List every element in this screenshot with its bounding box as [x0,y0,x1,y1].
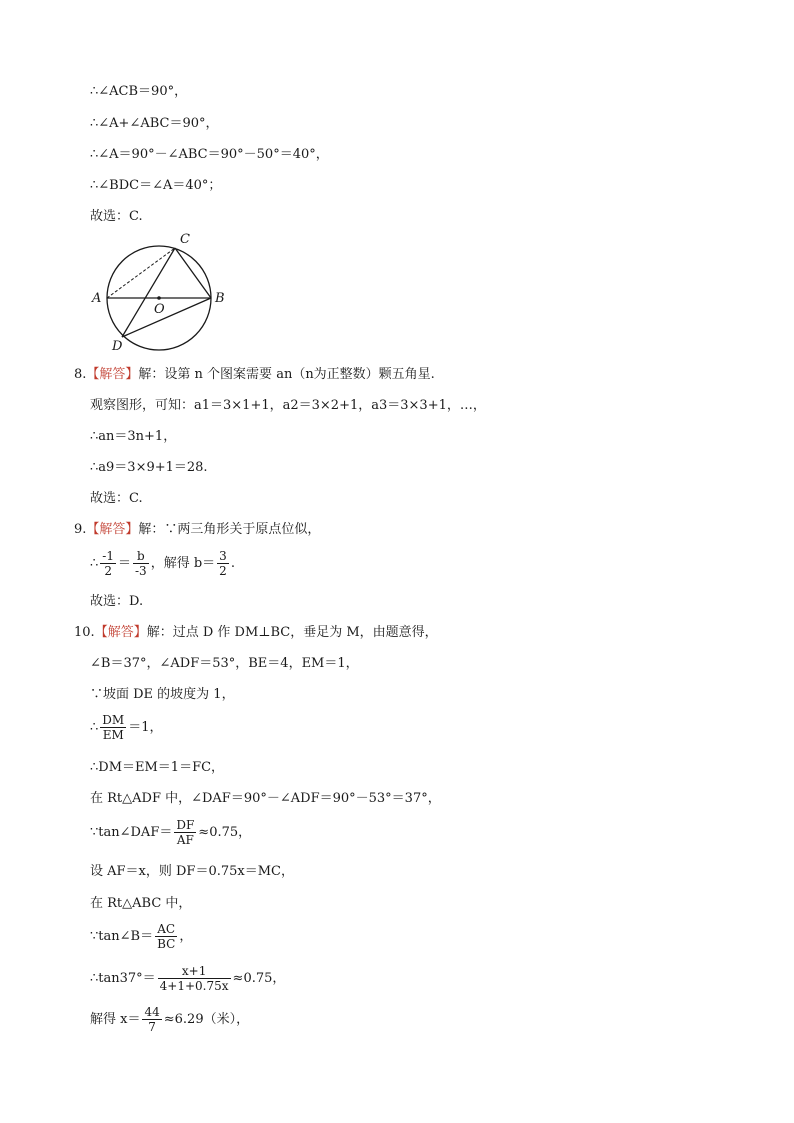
q10-tan3 [90,963,285,995]
q10-tan2-fraction [155,922,177,951]
q10-tan1-denominator: AF [176,833,194,847]
q10-tan3-numerator: x+1 [158,964,231,979]
q10-header [74,624,438,642]
q9-fraction-1 [100,549,116,578]
q10-solve-numerator: 44 [144,1005,160,1019]
q9-number: 9. [74,522,87,537]
q10-tan2-prefix: ∵tan∠B＝ [90,929,154,944]
q10-solve-prefix: 解得 x＝ [90,1012,141,1027]
q9-intro: 解：∵两三角形关于原点位似， [138,522,321,537]
q10-tan3-fraction [158,964,231,993]
solution7-line2: ∴∠A+∠ABC＝90°， [90,116,219,131]
solution7-line4: ∴∠BDC＝∠A＝40°； [90,178,222,193]
q8-tag: 【解答】 [86,367,139,382]
q9-therefore: ∴ [90,556,99,571]
q10-slope: ∵坡面 DE 的坡度为 1， [90,687,235,702]
q8-choice: 故选：C. [90,491,143,506]
q9-end: . [230,556,235,571]
q10-let: 设 AF＝x，则 DF＝0.75x＝MC， [90,864,294,879]
q10-tan3-prefix: ∴tan37°＝ [90,971,156,986]
q10-number: 10. [74,625,95,640]
q9-choice: 故选：D. [90,594,144,609]
q9-frac3-denominator: 2 [219,564,227,578]
q10-givens: ∠B＝37°，∠ADF＝53°，BE＝4，EM＝1， [90,656,359,671]
point-o-label: O [154,302,165,317]
q10-tag: 【解答】 [94,625,147,640]
circle-figure [88,230,238,360]
q10-tan1-suffix: ≈0.75， [198,825,252,840]
q10-tan2 [90,921,192,953]
q10-tan1 [90,817,251,849]
solution7-line1: ∴∠ACB＝90°， [90,84,188,99]
q9-frac1-numerator: -1 [102,549,114,563]
q9-frac3-numerator: 3 [219,549,227,563]
point-d-label: D [112,339,123,354]
q10-ratio-numerator: DM [102,713,125,727]
q8-a9: ∴a9＝3×9+1＝28. [90,460,208,475]
q10-rt1: 在 Rt△ADF 中，∠DAF＝90°－∠ADF＝90°－53°＝37°， [90,791,441,806]
q9-equation [90,548,235,580]
q10-ratio-denominator: EM [102,728,124,742]
q10-tan2-suffix: ， [179,929,193,944]
solution7-line3: ∴∠A＝90°－∠ABC＝90°－50°＝40°， [90,147,329,162]
q10-ratio [90,712,162,744]
q10-solve-fraction [142,1005,161,1034]
q9-tag: 【解答】 [86,522,139,537]
q9-header [74,521,320,539]
q10-tan1-numerator: DF [176,818,195,832]
q10-tan1-fraction [174,818,196,847]
point-b-label: B [215,291,225,306]
q10-equal: ∴DM＝EM＝1＝FC， [90,760,225,775]
q10-ratio-fraction [100,713,126,742]
q10-solve-denominator: 7 [148,1020,156,1034]
q10-rt2: 在 Rt△ABC 中， [90,896,192,911]
q10-tan1-prefix: ∵tan∠DAF＝ [90,825,173,840]
q10-tan2-numerator: AC [155,922,177,937]
q9-fraction-2 [133,549,149,578]
q9-fraction-3 [217,549,229,578]
q9-frac2-numerator: b [133,549,149,564]
q10-solve-suffix: ≈6.29（米）， [163,1012,250,1027]
solution7-choice: 故选：C. [90,209,143,224]
q10-ratio-prefix: ∴ [90,720,99,735]
q9-frac2-denominator: -3 [135,564,147,578]
q10-intro: 解：过点 D 作 DM⊥BC，垂足为 M，由题意得， [146,625,438,640]
q9-solve-text: ，解得 b＝ [150,556,216,571]
q8-general: ∴an＝3n+1， [90,429,177,444]
point-c-label: C [180,232,190,247]
q8-number: 8. [74,367,87,382]
q8-observe: 观察图形，可知：a1＝3×1+1，a2＝3×2+1，a3＝3×3+1，…， [90,398,486,413]
point-a-label: A [92,291,102,306]
q8-header [74,366,435,384]
q10-ratio-suffix: ＝1， [128,720,163,735]
q9-frac1-denominator: 2 [104,564,112,578]
q10-tan3-denominator: 4+1+0.75x [159,979,229,993]
q10-tan3-suffix: ≈0.75， [232,971,286,986]
q9-equals: ＝ [117,556,131,571]
q8-intro: 解：设第 n 个图案需要 an（n为正整数）颗五角星. [138,367,435,382]
q10-solve [90,1004,249,1036]
q10-tan2-denominator: BC [157,937,176,951]
